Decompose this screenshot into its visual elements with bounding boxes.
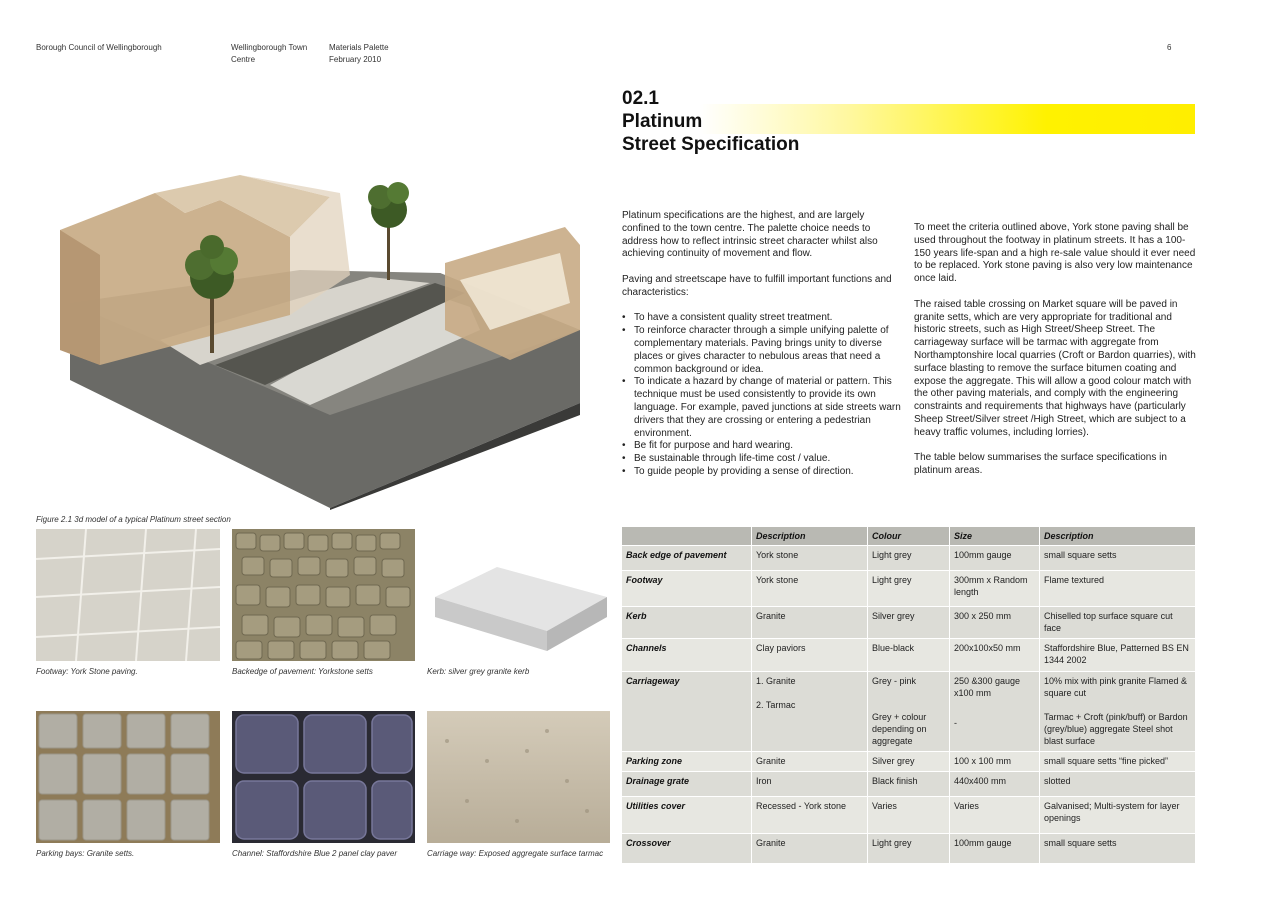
list-item: • To reinforce character through a simple unifying palette of complementary materials. Paving brings unity to diverse places or gives character to nebulous areas that need a common background or idea. [622, 325, 904, 376]
cell-size: 100mm gauge [950, 546, 1040, 571]
cell-size: 100 x 100 mm [950, 752, 1040, 772]
cell-description: York stone [752, 546, 868, 571]
photo-granite-kerb [427, 529, 610, 661]
cell-description-2: Staffordshire Blue, Patterned BS EN 1344 2002 [1040, 639, 1196, 672]
header-project: Wellingborough Town Centre [231, 43, 308, 64]
list-item: • Be fit for purpose and hard wearing. [622, 440, 904, 453]
cell-line: 2. Tarmac [756, 700, 796, 710]
header-document: Materials Palette February 2010 [329, 43, 389, 64]
table-row [622, 752, 1196, 772]
list-item: • Be sustainable through life-time cost / value. [622, 453, 904, 466]
cell-colour: Light grey [868, 834, 950, 864]
cell-description-2: small square setts [1040, 546, 1196, 571]
cell-description: Iron [752, 772, 868, 797]
row-label: Crossover [622, 834, 752, 864]
column-header: Colour [868, 527, 950, 546]
cell-description: Clay paviors [752, 639, 868, 672]
cell-size [950, 672, 1040, 752]
section-number: 02.1 [622, 88, 659, 109]
table-intro-paragraph: The table below summarises the surface specifications in platinum areas. [914, 452, 1167, 477]
column-header [622, 527, 752, 546]
cell-description-2: Chiselled top surface square cut face [1040, 607, 1196, 639]
table-row [622, 772, 1196, 797]
cell-description: Granite [752, 607, 868, 639]
cell-colour: Light grey [868, 571, 950, 607]
cell-colour: Silver grey [868, 752, 950, 772]
cell-line: 10% mix with pink granite Flamed & square cut [1044, 676, 1188, 698]
photo-staffordshire-blue-paver [232, 711, 415, 843]
intro-column-right [914, 222, 1198, 491]
intro-paragraph-2: Paving and streetscape have to fulfill important functions and characteristics: [622, 273, 892, 298]
criteria-paragraph: To meet the criteria outlined above, York stone paving shall be used throughout the footway in platinum streets. It has a 100-150 years life-span and a high re-sale value should it ever need to be replaced. York stone paving is also very low maintenance once laid. [914, 222, 1196, 285]
table-header-row [622, 527, 1196, 546]
cell-line: Tarmac + Croft (pink/buff) or Bardon (grey/blue) aggregate Steel shot blast surface [1044, 712, 1188, 746]
photo-exposed-aggregate-tarmac [427, 711, 610, 843]
table-row [622, 607, 1196, 639]
characteristics-list [622, 312, 904, 478]
table-row [622, 797, 1196, 834]
street-section-3d-model [40, 165, 600, 510]
cell-colour: Varies [868, 797, 950, 834]
cell-description: Granite [752, 834, 868, 864]
row-label: Drainage grate [622, 772, 752, 797]
cell-line: 250 &300 gauge x100 mm [954, 676, 1021, 698]
photo-york-stone-paving [36, 529, 220, 661]
cell-description: Recessed - York stone [752, 797, 868, 834]
cell-size: 300mm x Random length [950, 571, 1040, 607]
cell-size: 440x400 mm [950, 772, 1040, 797]
cell-colour: Black finish [868, 772, 950, 797]
cell-description-2: Galvanised; Multi-system for layer openings [1040, 797, 1196, 834]
cell-line: 1. Granite [756, 676, 796, 686]
column-header: Description [752, 527, 868, 546]
table-row [622, 546, 1196, 571]
column-header: Description [1040, 527, 1196, 546]
model-tree-right [368, 182, 409, 280]
cell-colour: Blue-black [868, 639, 950, 672]
row-label: Kerb [622, 607, 752, 639]
cell-description-2 [1040, 672, 1196, 752]
cell-colour: Light grey [868, 546, 950, 571]
section-title: Platinum [622, 111, 703, 132]
cell-description-2: slotted [1040, 772, 1196, 797]
row-label: Back edge of pavement [622, 546, 752, 571]
title-highlight-bar [700, 104, 1195, 134]
photo-caption: Parking bays: Granite setts. [36, 849, 135, 858]
column-header: Size [950, 527, 1040, 546]
cell-description: Granite [752, 752, 868, 772]
cell-size: 200x100x50 mm [950, 639, 1040, 672]
cell-line: - [954, 718, 957, 728]
row-label: Utilities cover [622, 797, 752, 834]
list-item: • To guide people by providing a sense of direction. [622, 466, 904, 479]
cell-description-2: small square setts [1040, 834, 1196, 864]
section-subtitle: Street Specification [622, 134, 800, 155]
cell-description-2: small square setts “fine picked” [1040, 752, 1196, 772]
table-row [622, 571, 1196, 607]
row-label: Channels [622, 639, 752, 672]
table-row [622, 834, 1196, 864]
cell-description [752, 672, 868, 752]
figure-caption: Figure 2.1 3d model of a typical Platinum street section [36, 515, 231, 524]
list-item: • To indicate a hazard by change of material or pattern. This technique must be used consistently to provide its own language. For example, paved junctions at side streets warn drivers that they are crossing or entering a pedestrian environment. [622, 376, 904, 440]
crossing-paragraph: The raised table crossing on Market square will be paved in granite setts, which are very appropriate for traditional and historic streets, such as High Street/Sheep Street. The carriageway surface will be tarmac with aggregate from Northamptonshire local quarries (Croft or Bardon quarries), with surface blasting to remove the surface bitumen coating and expose the aggregate. This will allow a good colour match with the other paving materials, and comply with the engineering constraints and requirements that highways have (particularly Sheep Street/Silver street /High Street, which are subject to a heavy traffic volumes, including lorries). [914, 298, 1196, 438]
cell-size: 300 x 250 mm [950, 607, 1040, 639]
photo-caption: Carriage way: Exposed aggregate surface tarmac [427, 849, 604, 858]
header-council: Borough Council of Wellingborough [36, 43, 162, 52]
cell-line: Grey - pink [872, 676, 917, 686]
surface-specification-table [621, 526, 1196, 864]
row-label: Carriageway [622, 672, 752, 752]
intro-column-left [622, 210, 904, 479]
cell-description: York stone [752, 571, 868, 607]
photo-caption: Backedge of pavement: Yorkstone setts [232, 667, 373, 676]
cell-size: Varies [950, 797, 1040, 834]
table-row [622, 639, 1196, 672]
table-row [622, 672, 1196, 752]
cell-colour [868, 672, 950, 752]
cell-line: Grey + colour depending on aggregate [872, 712, 927, 746]
photo-caption: Channel: Staffordshire Blue 2 panel clay paver [232, 849, 397, 858]
photo-yorkstone-setts [232, 529, 415, 661]
intro-paragraph-1: Platinum specifications are the highest, and are largely confined to the town centre. The palette choice needs to address how to reflect intrinsic street character whilst also achieving continuity of movement and flow. [622, 210, 878, 260]
cell-description-2: Flame textured [1040, 571, 1196, 607]
row-label: Footway [622, 571, 752, 607]
page-number: 6 [1167, 43, 1172, 52]
cell-colour: Silver grey [868, 607, 950, 639]
photo-caption: Kerb: silver grey granite kerb [427, 667, 530, 676]
cell-size: 100mm gauge [950, 834, 1040, 864]
photo-granite-setts [36, 711, 220, 843]
photo-caption: Footway: York Stone paving. [36, 667, 138, 676]
row-label: Parking zone [622, 752, 752, 772]
list-item: • To have a consistent quality street treatment. [622, 312, 904, 325]
